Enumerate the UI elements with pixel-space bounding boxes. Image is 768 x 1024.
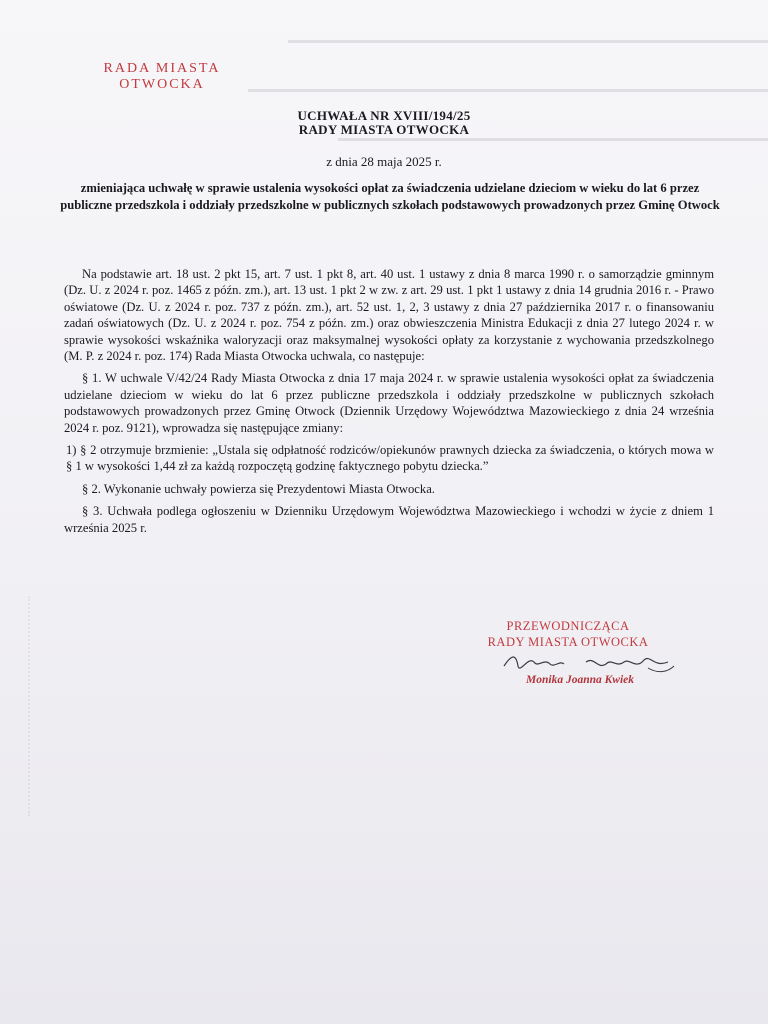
chairwoman-council: RADY MIASTA OTWOCKA: [487, 635, 649, 649]
paragraph-2: § 2. Wykonanie uchwały powierza się Prezydentowi Miasta Otwocka.: [82, 481, 435, 496]
legal-basis: Na podstawie art. 18 ust. 2 pkt 15, art. 7 ust. 1 pkt 8, art. 40 ust. 1 ustawy z dnia 8 marca 1990 r. o samorządzie gminnym (Dz. U. z 2024 r. poz. 1465 z późn. zm.), art. 13 ust. 1 pkt 2 w zw. z art. 29 ust. 1 pkt 1 ustawy z dnia 14 grudnia 2016 r. - Prawo oświatowe (Dz. U. z 2024 r. poz. 737 z późn. zm.), art. 52 ust. 1, 2, 3 ustawy z dnia 27 października 2017 r. o finansowaniu zadań oświatowych (Dz. U. z 2024 r. poz. 754 z późn. zm.) oraz obwieszczenia Ministra Edukacji z dnia 27 lutego 2024 r. w sprawie wysokości wskaźnika waloryzacji oraz maksymalnej wysokości opłaty za korzystanie z wychowania przedszkolnego (M. P. z 2024 r. poz. 174) Rada Miasta Otwocka uchwala, co następuje:: [64, 267, 714, 364]
chairwoman-name: Monika Joanna Kwiek: [526, 674, 634, 686]
amendment-item-1: 1) § 2 otrzymuje brzmienie: „Ustala się odpłatność rodziców/opiekunów prawnych dziecka za świadczenia, o których mowa w § 1 w wysokości 1,44 zł za każdą rozpoczętą godzinę faktycznego pobytu dziecka.”: [66, 443, 714, 474]
paragraph-1: § 1. W uchwale V/42/24 Rady Miasta Otwocka z dnia 17 maja 2024 r. w sprawie ustalenia wysokości opłat za świadczenia udzielane dzieciom w wieku do lat 6 przez publiczne przedszkola i oddziały przedszkolne w publicznych szkołach podstawowych prowadzonych przez Gminę Otwock (Dziennik Urzędowy Województwa Mazowieckiego z dnia 24 września 2024 r. poz. 9121), wprowadza się następujące zmiany:: [64, 371, 714, 435]
resolution-number: UCHWAŁA NR XVIII/194/25: [297, 108, 471, 123]
resolution-date: z dnia 28 maja 2025 r.: [326, 154, 442, 169]
council-header-line2: OTWOCKA: [119, 77, 205, 92]
chairwoman-stamp: [468, 618, 668, 650]
bleed-calendar: [28, 596, 150, 816]
council-header-line1: RADA MIASTA: [103, 61, 221, 76]
resolution-subject: zmieniająca uchwałę w sprawie ustalenia wysokości opłat za świadczenia udzielane dzieciom w wieku do lat 6 przez publiczne przedszkola i oddziały przedszkolne w publicznych szkołach podstawowych prowadzonych przez Gminę Otwock: [60, 181, 720, 212]
council-header: [82, 61, 242, 93]
resolution-body: [64, 266, 714, 536]
paragraph-3: § 3. Uchwała podlega ogłoszeniu w Dzienniku Urzędowym Województwa Mazowieckiego i wchodzi w życie z dniem 1 września 2025 r.: [64, 504, 714, 535]
resolution-issuer: RADY MIASTA OTWOCKA: [298, 122, 470, 137]
chairwoman-role: PRZEWODNICZĄCA: [506, 619, 630, 633]
